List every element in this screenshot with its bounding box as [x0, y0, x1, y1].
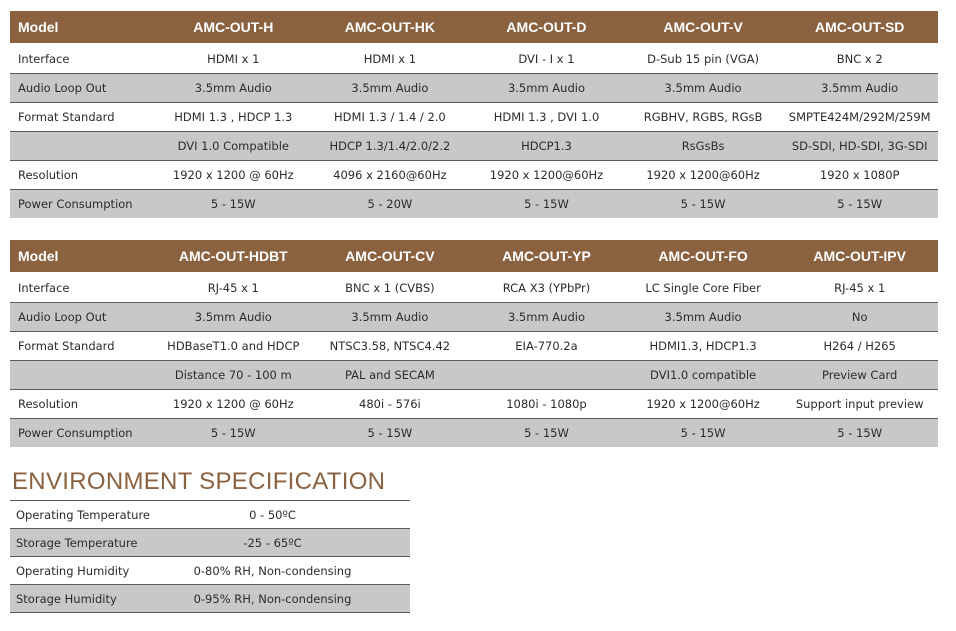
- table-cell: 4096 x 2160@60Hz: [312, 161, 469, 190]
- table-cell: 3.5mm Audio: [781, 74, 938, 103]
- header-cell: AMC-OUT-H: [155, 11, 312, 44]
- table-cell: HDMI x 1: [312, 44, 469, 74]
- header-cell: AMC-OUT-SD: [781, 11, 938, 44]
- table-cell: 3.5mm Audio: [625, 74, 782, 103]
- table-cell: 5 - 15W: [781, 190, 938, 219]
- table-cell: EIA-770.2a: [468, 332, 625, 361]
- table-cell: HDCP 1.3/1.4/2.0/2.2: [312, 132, 469, 161]
- table-cell: RsGsBs: [625, 132, 782, 161]
- row-label: Audio Loop Out: [10, 74, 155, 103]
- table-cell: PAL and SECAM: [312, 361, 469, 390]
- table-cell: No: [781, 303, 938, 332]
- environment-table: [10, 500, 410, 613]
- table-cell: SMPTE424M/292M/259M: [781, 103, 938, 132]
- row-label: Audio Loop Out: [10, 303, 155, 332]
- table-cell: 1920 x 1200 @ 60Hz: [155, 390, 312, 419]
- row-label: Resolution: [10, 390, 155, 419]
- table-cell: 5 - 15W: [625, 190, 782, 219]
- table-row: [10, 74, 938, 103]
- table-row: [10, 273, 938, 303]
- table-row: [10, 501, 410, 529]
- table-cell: BNC x 2: [781, 44, 938, 74]
- table-cell: 1920 x 1080P: [781, 161, 938, 190]
- header-cell: AMC-OUT-IPV: [781, 240, 938, 273]
- row-label: Operating Humidity: [10, 557, 150, 585]
- table-cell: HDCP1.3: [468, 132, 625, 161]
- table-row: [10, 190, 938, 219]
- table-row: [10, 390, 938, 419]
- table-cell: 5 - 15W: [312, 419, 469, 448]
- row-label: Resolution: [10, 161, 155, 190]
- table-row: [10, 161, 938, 190]
- header-cell: AMC-OUT-YP: [468, 240, 625, 273]
- table-cell: 3.5mm Audio: [155, 74, 312, 103]
- header-cell: Model: [10, 11, 155, 44]
- table-row: [10, 132, 938, 161]
- table-cell: D-Sub 15 pin (VGA): [625, 44, 782, 74]
- table-cell: 5 - 15W: [155, 419, 312, 448]
- table-row: [10, 103, 938, 132]
- table-cell: 1920 x 1200 @ 60Hz: [155, 161, 312, 190]
- table-cell: HDBaseT1.0 and HDCP: [155, 332, 312, 361]
- header-row: [10, 240, 938, 273]
- header-cell: AMC-OUT-FO: [625, 240, 782, 273]
- table-cell: RGBHV, RGBS, RGsB: [625, 103, 782, 132]
- spec-table-2: [10, 240, 938, 447]
- header-cell: AMC-OUT-HDBT: [155, 240, 312, 273]
- table-cell: H264 / H265: [781, 332, 938, 361]
- row-label: [10, 132, 155, 161]
- row-label: [10, 361, 155, 390]
- row-label: Format Standard: [10, 103, 155, 132]
- table-cell: 1920 x 1200@60Hz: [625, 161, 782, 190]
- header-cell: AMC-OUT-CV: [312, 240, 469, 273]
- header-row: [10, 11, 938, 44]
- table-row: [10, 361, 938, 390]
- table-cell: Distance 70 - 100 m: [155, 361, 312, 390]
- table-cell: 1920 x 1200@60Hz: [625, 390, 782, 419]
- row-label: Interface: [10, 273, 155, 303]
- table-cell: 5 - 15W: [781, 419, 938, 448]
- table-cell: BNC x 1 (CVBS): [312, 273, 469, 303]
- table-cell: RJ-45 x 1: [155, 273, 312, 303]
- table-cell: RJ-45 x 1: [781, 273, 938, 303]
- row-label: Storage Humidity: [10, 585, 150, 613]
- table-cell: 3.5mm Audio: [468, 303, 625, 332]
- header-cell: AMC-OUT-D: [468, 11, 625, 44]
- table-cell: Preview Card: [781, 361, 938, 390]
- table-cell: 0 - 50ºC: [150, 501, 410, 529]
- table-cell: 3.5mm Audio: [625, 303, 782, 332]
- table-cell: DVI 1.0 Compatible: [155, 132, 312, 161]
- header-cell: AMC-OUT-V: [625, 11, 782, 44]
- table-cell: 3.5mm Audio: [155, 303, 312, 332]
- table-cell: 5 - 20W: [312, 190, 469, 219]
- table-cell: 480i - 576i: [312, 390, 469, 419]
- table-row: [10, 585, 410, 613]
- table-cell: NTSC3.58, NTSC4.42: [312, 332, 469, 361]
- table-cell: 5 - 15W: [468, 190, 625, 219]
- table-cell: DVI - I x 1: [468, 44, 625, 74]
- table-row: [10, 332, 938, 361]
- table-cell: 1920 x 1200@60Hz: [468, 161, 625, 190]
- table-cell: HDMI1.3, HDCP1.3: [625, 332, 782, 361]
- spec-table-1: [10, 11, 938, 218]
- table-cell: 3.5mm Audio: [468, 74, 625, 103]
- table-cell: 0-80% RH, Non-condensing: [150, 557, 410, 585]
- table-cell: 5 - 15W: [155, 190, 312, 219]
- row-label: Operating Temperature: [10, 501, 150, 529]
- table-cell: 0-95% RH, Non-condensing: [150, 585, 410, 613]
- table-row: [10, 419, 938, 448]
- table-cell: HDMI x 1: [155, 44, 312, 74]
- table-cell: LC Single Core Fiber: [625, 273, 782, 303]
- table-cell: 3.5mm Audio: [312, 303, 469, 332]
- row-label: Power Consumption: [10, 419, 155, 448]
- table-cell: -25 - 65ºC: [150, 529, 410, 557]
- header-cell: AMC-OUT-HK: [312, 11, 469, 44]
- environment-title: ENVIRONMENT SPECIFICATION: [12, 468, 386, 495]
- table-row: [10, 529, 410, 557]
- row-label: Power Consumption: [10, 190, 155, 219]
- table-cell: SD-SDI, HD-SDI, 3G-SDI: [781, 132, 938, 161]
- table-cell: 3.5mm Audio: [312, 74, 469, 103]
- table-cell: DVI1.0 compatible: [625, 361, 782, 390]
- table-cell: RCA X3 (YPbPr): [468, 273, 625, 303]
- table-cell: 5 - 15W: [468, 419, 625, 448]
- table-row: [10, 557, 410, 585]
- table-cell: HDMI 1.3 , HDCP 1.3: [155, 103, 312, 132]
- table-cell: 1080i - 1080p: [468, 390, 625, 419]
- table-row: [10, 44, 938, 74]
- table-cell: [468, 361, 625, 390]
- table-cell: Support input preview: [781, 390, 938, 419]
- row-label: Storage Temperature: [10, 529, 150, 557]
- table-cell: HDMI 1.3 / 1.4 / 2.0: [312, 103, 469, 132]
- row-label: Interface: [10, 44, 155, 74]
- header-cell: Model: [10, 240, 155, 273]
- row-label: Format Standard: [10, 332, 155, 361]
- table-row: [10, 303, 938, 332]
- table-cell: 5 - 15W: [625, 419, 782, 448]
- table-cell: HDMI 1.3 , DVI 1.0: [468, 103, 625, 132]
